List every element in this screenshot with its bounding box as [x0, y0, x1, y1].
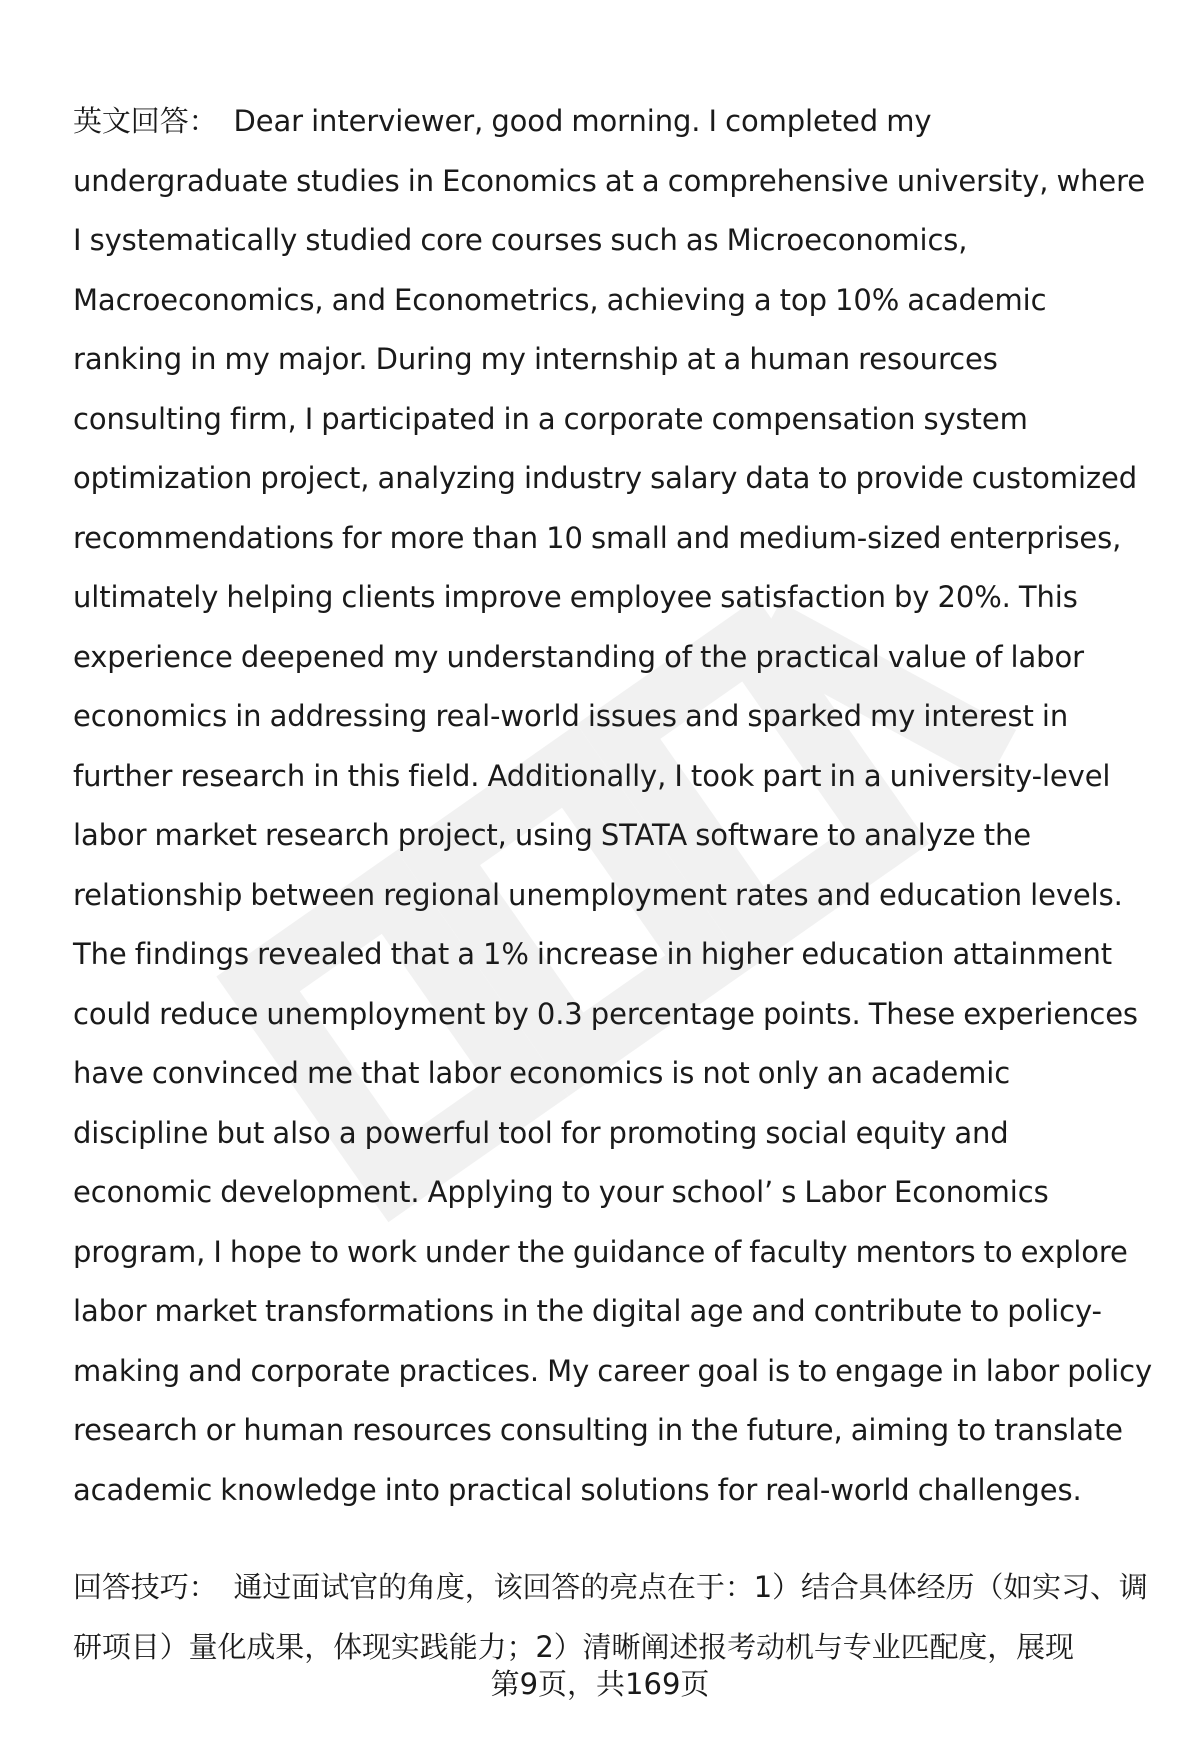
answer-tips-label: 回答技巧： — [73, 1570, 218, 1604]
answer-tips-paragraph — [73, 1558, 1153, 1677]
document-body — [73, 92, 1153, 1677]
answer-tips-text: 通过面试官的角度，该回答的亮点在于：1）结合具体经历（如实习、调研项目）量化成果，体现实践能力；2）清晰阐述报考动机与专业匹配度，展现 — [73, 1570, 1148, 1664]
english-answer-paragraph — [73, 92, 1153, 1520]
english-answer-label: 英文回答： — [73, 104, 218, 138]
english-answer-text: Dear interviewer, good morning. I completed my undergraduate studies in Economics at a comprehensive university, where I systematically studied core courses such as Microeconomics, Macroeconomics, and Econometrics, achieving a top 10% academic ranking in my major. During my internship at a human resources consulting firm, I participated in a corporate compensation system optimization project, analyzing industry salary data to provide customized recommendations for more than 10 small and medium-sized enterprises, ultimately helping clients improve employee satisfaction by 20%. This experience deepened my understanding of the practical value of labor economics in addressing real-world issues and sparked my interest in further research in this field. Additionally, I took part in a university-level labor market research project, using STATA software to analyze the relationship between regional unemployment rates and education levels. The findings revealed that a 1% increase in higher education attainment could reduce unemployment by 0.3 percentage points. These experiences have convinced me that labor economics is not only an academic discipline but also a powerful tool for promoting social equity and economic development. Applying to your school’ s Labor Economics program, I hope to work under the guidance of faculty mentors to explore labor market transformations in the digital age and contribute to policy-making and corporate practices. My career goal is to engage in labor policy research or human resources consulting in the future, aiming to translate academic knowledge into practical solutions for real-world challenges. — [73, 104, 1153, 1507]
page-number: 第9页，共169页 — [490, 1667, 710, 1701]
